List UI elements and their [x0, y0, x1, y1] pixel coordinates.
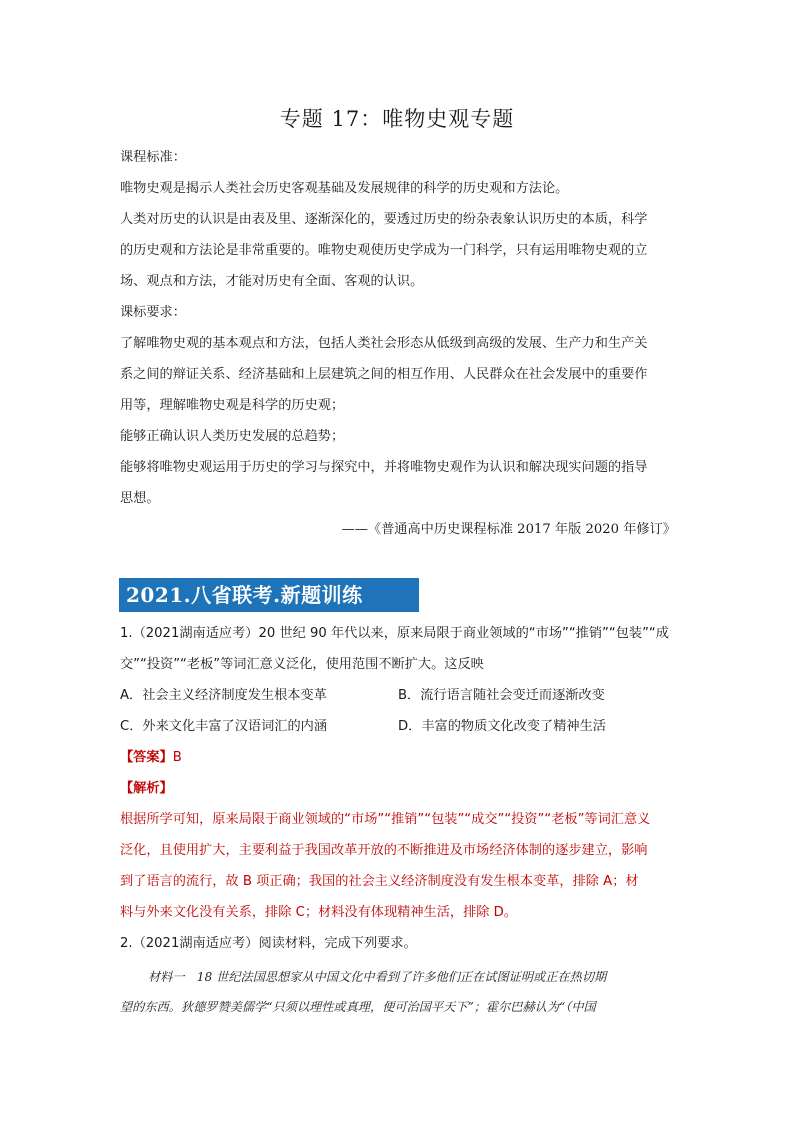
requirements-heading: 课标要求：	[120, 305, 186, 320]
options-row-2	[120, 711, 680, 742]
analysis-text-line: 根据所学可知，原来局限于商业领域的“市场”“推销”“包装”“成交”“投资”“老板”等词汇意义	[120, 812, 651, 827]
answer-value: B	[172, 750, 182, 765]
analysis-text-line: 到了语言的流行，故 B 项正确；我国的社会主义经济制度没有发生根本变革，排除 A；材	[120, 874, 639, 889]
curriculum-standards-section	[120, 142, 676, 545]
answer-line	[120, 742, 680, 773]
question-1	[120, 618, 680, 959]
standards-paragraph-2-line: 场、观点和方法，才能对历史有全面、客观的认识。	[120, 274, 424, 289]
option-c: C．外来文化丰富了汉语词汇的内涵	[120, 719, 328, 734]
standards-source-citation: ——《普通高中历史课程标准 2017 年版 2020 年修订》	[341, 522, 676, 537]
question-2-material	[120, 962, 680, 1022]
standards-heading: 课程标准：	[120, 150, 186, 165]
question-2-stem: 2.（2021湖南适应考）阅读材料，完成下列要求。	[120, 936, 417, 951]
material-line: 材料一 18 世纪法国思想家从中国文化中看到了许多他们正在试图证明或正在热切期	[148, 970, 607, 984]
standards-paragraph-2-line: 的历史观和方法论是非常重要的。唯物史观使历史学成为一门科学，只有运用唯物史观的立	[120, 243, 648, 258]
analysis-text-line: 料与外来文化没有关系，排除 C；材料没有体现精神生活，排除 D。	[120, 905, 517, 920]
options-row-1	[120, 680, 680, 711]
section-banner: 2021.八省联考.新题训练	[119, 578, 419, 612]
material-line: 望的东西。狄德罗赞美儒学“只须以理性或真理，便可治国平天下”；霍尔巴赫认为“（中国	[120, 1000, 596, 1014]
option-d: D．丰富的物质文化改变了精神生活	[398, 719, 606, 734]
requirement-3-line: 能够将唯物史观运用于历史的学习与探究中，并将唯物史观作为认识和解决现实问题的指导	[120, 460, 648, 475]
standards-paragraph-1: 唯物史观是揭示人类社会历史客观基础及发展规律的科学的历史观和方法论。	[120, 181, 569, 196]
requirement-2: 能够正确认识人类历史发展的总趋势；	[120, 429, 345, 444]
standards-paragraph-2-line: 人类对历史的认识是由表及里、逐渐深化的，要透过历史的纷杂表象认识历史的本质，科学	[120, 212, 648, 227]
option-b: B．流行语言随社会变迁而逐渐改变	[398, 688, 605, 703]
question-1-stem-line: 1.（2021湖南适应考）20 世纪 90 年代以来，原来局限于商业领域的“市场”“推销”“包装”“成	[120, 626, 669, 641]
page-title: 专题 17：唯物史观专题	[279, 107, 515, 131]
requirement-1-line: 了解唯物史观的基本观点和方法，包括人类社会形态从低级到高级的发展、生产力和生产关	[120, 336, 648, 351]
requirement-3-line: 思想。	[120, 491, 160, 506]
option-a: A．社会主义经济制度发生根本变革	[120, 688, 327, 703]
question-1-stem-line: 交”“投资”“老板”等词汇意义泛化，使用范围不断扩大。这反映	[120, 657, 484, 672]
analysis-text-line: 泛化，且使用扩大，主要利益于我国改革开放的不断推进及市场经济体制的逐步建立，影响	[120, 843, 648, 858]
analysis-line	[120, 773, 680, 804]
analysis-tag: 【解析】	[120, 781, 173, 796]
requirement-1-line: 系之间的辩证关系、经济基础和上层建筑之间的相互作用、人民群众在社会发展中的重要作	[120, 367, 648, 382]
answer-tag: 【答案】	[120, 750, 173, 765]
requirement-1-line: 用等，理解唯物史观是科学的历史观；	[120, 398, 345, 413]
